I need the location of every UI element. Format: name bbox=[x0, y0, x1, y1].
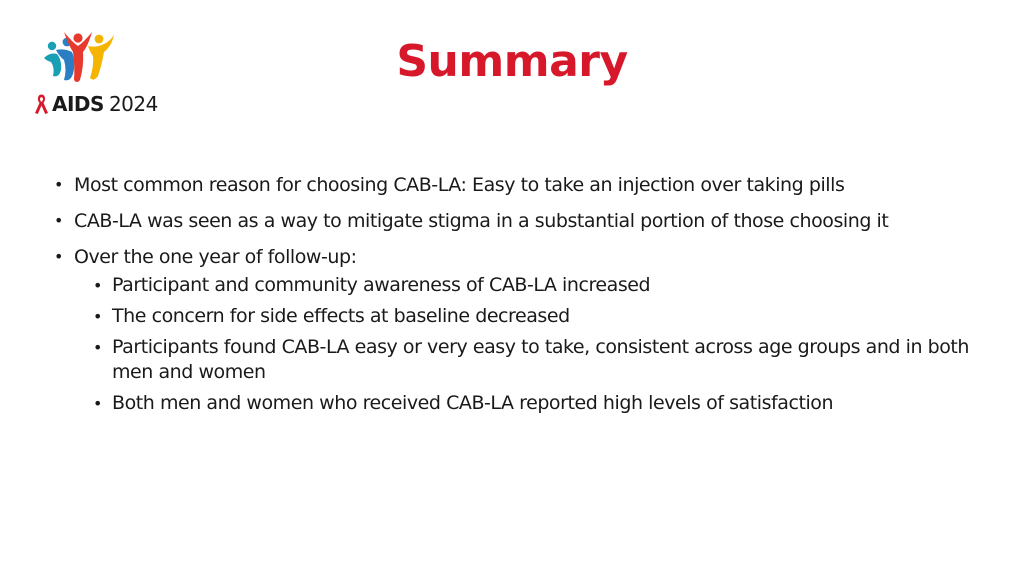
red-ribbon-icon bbox=[34, 93, 49, 115]
bullet-text: Most common reason for choosing CAB-LA: Easy to take an injection over taking pills bbox=[74, 174, 845, 196]
bullet-item bbox=[54, 244, 994, 416]
sub-bullet-item bbox=[74, 391, 994, 416]
sub-bullet-text: Participants found CAB-LA easy or very easy to take, consistent across age groups and in both men and women bbox=[112, 336, 970, 383]
logo-brand-text: AIDS bbox=[52, 92, 104, 116]
sub-bullet-item bbox=[74, 273, 994, 298]
logo-year-text: 2024 bbox=[108, 92, 158, 116]
sub-bullet-text: The concern for side effects at baseline decreased bbox=[112, 305, 570, 327]
bullet-item bbox=[54, 172, 994, 198]
bullet-text: CAB-LA was seen as a way to mitigate stigma in a substantial portion of those choosing it bbox=[74, 210, 889, 232]
slide-title: Summary bbox=[396, 36, 628, 87]
sub-bullet-item bbox=[74, 335, 994, 385]
logo-wordmark bbox=[34, 90, 158, 118]
bullet-item bbox=[54, 208, 994, 234]
bullet-text: Over the one year of follow-up: bbox=[74, 246, 357, 268]
sub-bullet-item bbox=[74, 304, 994, 329]
sub-bullet-text: Both men and women who received CAB-LA reported high levels of satisfaction bbox=[112, 392, 834, 414]
sub-bullet-list bbox=[74, 273, 994, 416]
sub-bullet-text: Participant and community awareness of CAB-LA increased bbox=[112, 274, 651, 296]
summary-bullet-list bbox=[54, 172, 994, 426]
